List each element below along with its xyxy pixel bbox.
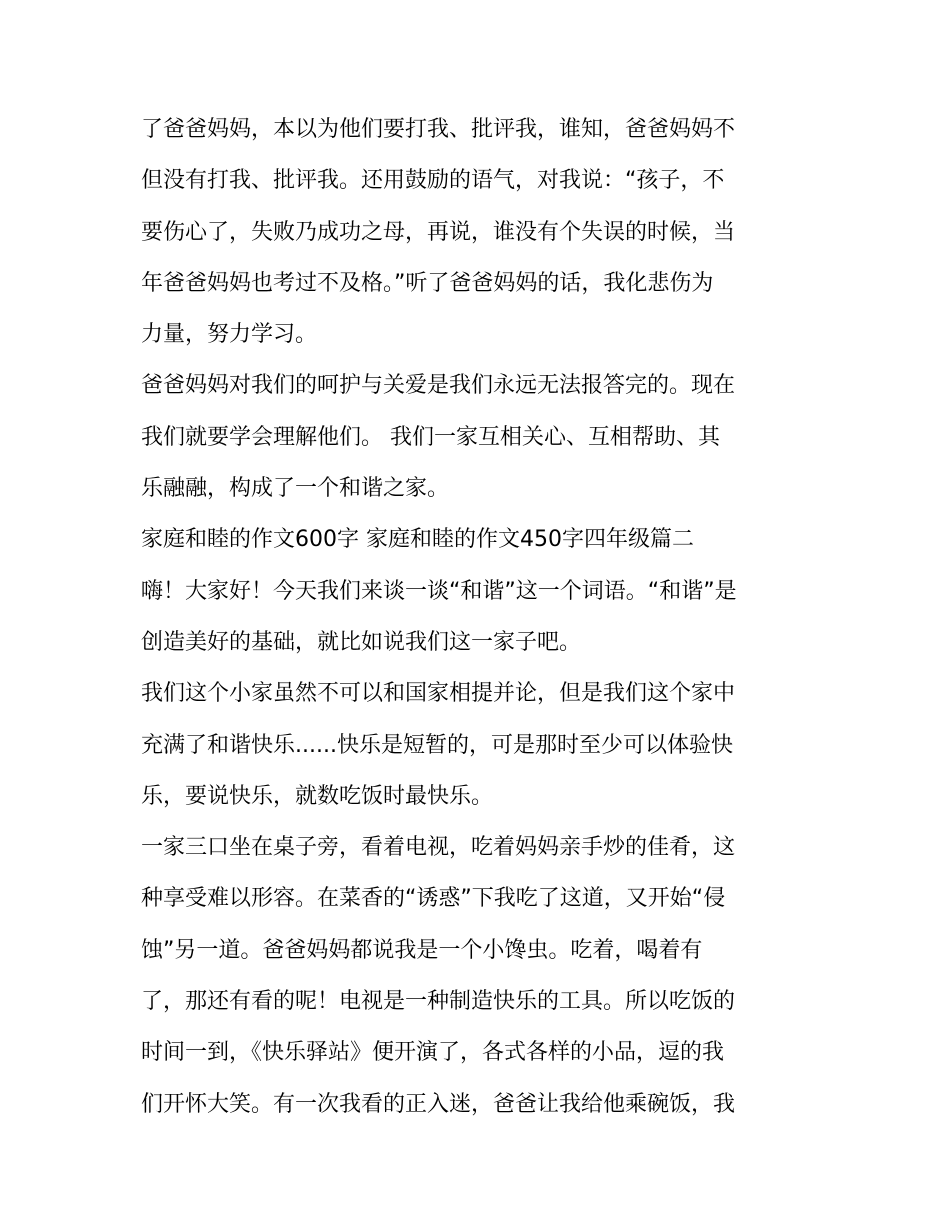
text-line: 要伤心了，失败乃成功之母，再说，谁没有个失误的时候，当 <box>141 219 736 245</box>
text-line: 蚀”另一道。爸爸妈妈都说我是一个小馋虫。吃着，喝着有 <box>141 937 703 963</box>
text-line: 们开怀大笑。有一次我看的正入迷，爸爸让我给他乘碗饭，我 <box>141 1091 736 1117</box>
text-line: 我们就要学会理解他们。 我们一家互相关心、互相帮助、其 <box>141 424 720 450</box>
text-line: 嗨！大家好！今天我们来谈一谈“和谐”这一个词语。“和谐”是 <box>141 578 737 604</box>
section-heading: 家庭和睦的作文600字 家庭和睦的作文450字四年级篇二 <box>141 527 694 553</box>
text-line: 创造美好的基础，就比如说我们这一家子吧。 <box>141 629 582 655</box>
document-body <box>141 104 821 1130</box>
text-line: 爸爸妈妈对我们的呵护与关爱是我们永远无法报答完的。现在 <box>141 373 736 399</box>
text-line: 我们这个小家虽然不可以和国家相提并论，但是我们这个家中 <box>141 681 736 707</box>
text-line: 一家三口坐在桌子旁，看着电视，吃着妈妈亲手炒的佳肴，这 <box>141 835 736 861</box>
text-line: 但没有打我、批评我。还用鼓励的语气，对我说：“孩子，不 <box>141 168 725 194</box>
text-line: 了爸爸妈妈，本以为他们要打我、批评我，谁知，爸爸妈妈不 <box>141 117 736 142</box>
text-line: 乐，要说快乐，就数吃饭时最快乐。 <box>141 783 494 809</box>
text-line: 力量，努力学习。 <box>141 322 318 348</box>
text-line: 充满了和谐快乐......快乐是短暂的，可是那时至少可以体验快 <box>141 732 733 758</box>
text-line: 了，那还有看的呢！电视是一种制造快乐的工具。所以吃饭的 <box>141 989 736 1015</box>
text-line: 乐融融，构成了一个和谐之家。 <box>141 476 450 502</box>
text-line: 时间一到，《快乐驿站》便开演了，各式各样的小品，逗的我 <box>141 1040 725 1066</box>
text-line: 年爸爸妈妈也考过不及格。”听了爸爸妈妈的话，我化悲伤为 <box>141 270 714 296</box>
text-line: 种享受难以形容。在菜香的“诱惑”下我吃了这道，又开始“侵 <box>141 886 726 912</box>
